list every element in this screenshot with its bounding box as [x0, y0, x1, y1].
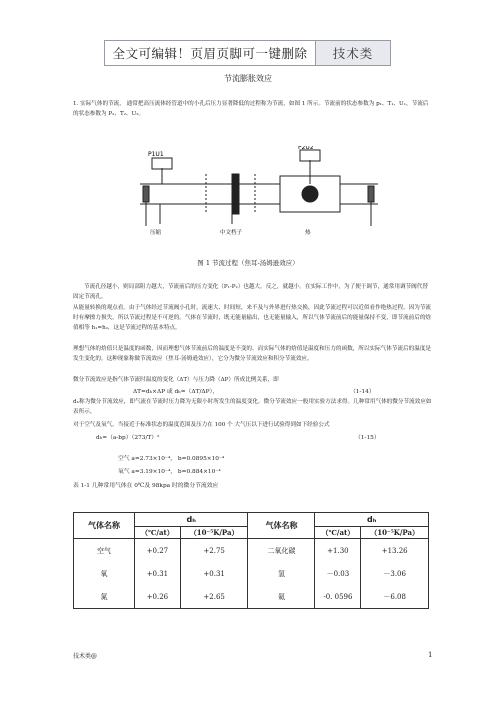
header-banner: [104, 40, 391, 66]
equation-1: ΔT=dₕ×ΔP 或 dₕ=（ΔT/ΔP），: [133, 389, 219, 395]
cell: －0.03: [315, 562, 361, 585]
banner-text: 全文可编辑！页眉页脚可一键删除: [112, 46, 308, 61]
equation-air: 空气 a=2.73×10⁻⁴， b=0.0895×10⁻⁴: [118, 456, 225, 462]
label-chamber: 热: [305, 230, 311, 236]
table-caption: 表 1-1 几种常用气体在 0℃及 98kpa 时的微分节流效应: [73, 483, 219, 489]
para-intro: 1. 实际气体的节流， 通常把高压流体经管道中的小孔后压力显著降低的过程称为节流，如图 1 所示。节流前的状态参数为 p₁、T₁、U₁，节流后的状态参数为 P₂、T₂、U₂。: [73, 101, 429, 117]
label-p2u2: P2U2: [298, 146, 314, 151]
header-unit-c-right: （℃/at）: [315, 527, 361, 539]
cell: +1.30: [315, 539, 361, 563]
cell: +0.27: [135, 539, 181, 563]
equation-oxygen: 氧气 a=3.19×10⁻⁴， b=0.884×10⁻⁴: [118, 469, 221, 475]
cell: 二氧化碳: [248, 539, 315, 563]
para-orifice: 节流孔径越小，则局部阻力越大，节流前后的压力变化（P₁-P₂）也越大。反之，就越小。在实际工作中，为了便于调节，通常用调节阀代替固定节流孔。: [73, 284, 428, 300]
header-dh-left: dₕ: [135, 513, 248, 527]
cell: +0.31: [135, 562, 181, 585]
equation-2: dₕ=（a-bp）（273/T）²: [96, 435, 160, 441]
header-dh-right: dₕ: [315, 513, 429, 527]
label-compressor: 压缩: [150, 230, 162, 236]
cell: +0.26: [135, 585, 181, 609]
throttling-diagram: [140, 146, 380, 248]
cell: -0. 0596: [315, 585, 361, 609]
cell: －6.08: [361, 585, 429, 609]
label-p1u1: P1U1: [148, 151, 164, 158]
cell: +0.31: [180, 562, 248, 585]
table-row: [74, 562, 429, 585]
page-title: 节流膨胀效应: [224, 74, 272, 83]
para-differential: 微分节流效应是指气体节流时温度的变化（ΔT）与压力降（ΔP）所成比例关系，即: [73, 377, 279, 383]
equation-1-number: （1-14）: [350, 389, 375, 395]
footer-label: 技术类@: [73, 653, 98, 660]
banner-tag: 技术类: [315, 41, 390, 65]
cell: 氦: [248, 585, 315, 609]
header-unit-c-left: （℃/at）: [135, 527, 181, 539]
para-energy: 从能量转换的观点看。由于气体经过节流阀小孔时，流速大、时间短，来不及与外界进行热交换，因此节流过程可以近似看作绝热过程。因为节流时有摩擦力损失，所以节流过程是不可逆的。气体在节流时，既无能量输出，也无能量输入，所以气体节流前后的能量保持不变，即节流前后的焓值相等 h₁=h₂，这是节流过程的基本特点。: [73, 305, 432, 331]
para-dh-definition: dₕ称为微分节流效应，即气流在节流时压力降为无限小时所发生的温度变化。微分节流效应一般用实验方法求得。几种常用气体的微分节流效应如表所示。: [73, 399, 432, 415]
cell: 氧: [74, 562, 135, 585]
table-row: [74, 539, 429, 563]
page-number: 1: [428, 651, 433, 659]
cell: －3.06: [361, 562, 429, 585]
label-pipe: 中文档子: [220, 230, 243, 236]
cell: 氮: [74, 585, 135, 609]
figure-caption: 图 1 节流过程（焦耳-汤姆逊效应）: [197, 259, 299, 267]
gas-table: [73, 512, 429, 609]
header-gas-name-left: 气体名称: [74, 513, 135, 539]
equation-2-number: （1-15）: [355, 435, 380, 441]
cell: +2.75: [180, 539, 248, 563]
para-ideal-gas: 理想气体的焓值只是温度的函数，因而理想气体节流前后的温度是不变的。而实际气体的焓值是温度和压力的函数，所以实际气体节流后的温度是发生变化的。这种现象称做节流效应（焦耳-汤姆逊效应），它分为微分节流效应和积分节流效应。: [73, 346, 432, 362]
header-gas-name-right: 气体名称: [248, 513, 315, 539]
cell: +13.26: [361, 539, 429, 563]
cell: 氢: [248, 562, 315, 585]
header-unit-k-right: （10⁻⁵K/Pa）: [361, 527, 429, 539]
cell: 空气: [74, 539, 135, 563]
header-unit-k-left: （10⁻⁵K/Pa）: [180, 527, 248, 539]
cell: +2.65: [180, 585, 248, 609]
table-row: [74, 585, 429, 609]
para-empirical: 对于空气及氧气，当接近于标准状态的温度范围及压力在 100 个 大气压以下进行试验得到如下经验公式: [73, 422, 330, 428]
